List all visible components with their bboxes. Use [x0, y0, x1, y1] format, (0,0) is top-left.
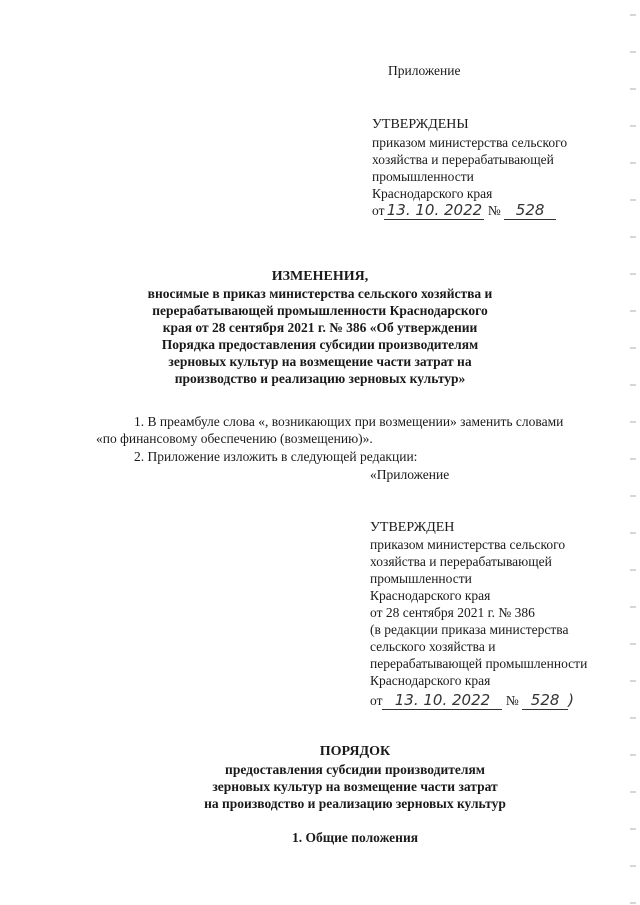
number-prefix: № [487, 203, 501, 218]
date-prefix: от [372, 203, 385, 218]
approval-line: приказом министерства сельского [372, 135, 568, 150]
approved-label: УТВЕРЖДЕН [370, 520, 455, 535]
changes-subtitle-line: края от 28 сентября 2021 г. № 386 «Об утверждении [162, 320, 478, 335]
approval-line: сельского хозяйства и [370, 639, 496, 654]
approval-line: от 28 сентября 2021 г. № 386 [370, 605, 535, 620]
changes-subtitle-line: зерновых культур на возмещение части затрат на [168, 354, 472, 369]
item-paragraph-continuation: «по финансовому обеспечению (возмещению)». [96, 431, 373, 446]
date-prefix: от [370, 693, 383, 708]
order-subtitle-line: зерновых культур на возмещение части затрат [212, 779, 498, 794]
order-subtitle-line: предоставления субсидии производителям [225, 762, 485, 777]
handwritten-number: 528 [522, 692, 568, 710]
appendix-heading: «Приложение [370, 467, 450, 482]
approval-line: приказом министерства сельского [370, 537, 566, 552]
approved-label: УТВЕРЖДЕНЫ [372, 117, 469, 132]
approval-date-line [372, 202, 556, 220]
appendix-heading: Приложение [388, 63, 461, 78]
approval-line: хозяйства и перерабатывающей [370, 554, 552, 569]
changes-subtitle-line: вносимые в приказ министерства сельского хозяйства и [147, 286, 493, 301]
closing-paren: ) [568, 691, 574, 709]
approval-line: промышленности [370, 571, 472, 586]
number-prefix: № [505, 693, 519, 708]
section-heading: 1. Общие положения [291, 830, 419, 845]
approval-line: перерабатывающей промышленности [370, 656, 588, 671]
approval-line: Краснодарского края [372, 186, 493, 201]
handwritten-date: 13. 10. 2022 [382, 692, 502, 710]
item-paragraph: 2. Приложение изложить в следующей редакции: [134, 449, 418, 464]
handwritten-date: 13. 10. 2022 [384, 202, 484, 220]
approval-line: Краснодарского края [370, 673, 491, 688]
approval-line: Краснодарского края [370, 588, 491, 603]
approval-date-line [370, 692, 574, 710]
approval-line: (в редакции приказа министерства [370, 622, 569, 637]
approval-line: промышленности [372, 169, 474, 184]
order-subtitle-line: на производство и реализацию зерновых культур [204, 796, 506, 811]
handwritten-number: 528 [504, 202, 556, 220]
changes-subtitle-line: перерабатывающей промышленности Краснодарского [152, 303, 488, 318]
order-title: ПОРЯДОК [319, 744, 391, 759]
item-paragraph: 1. В преамбуле слова «, возникающих при возмещении» заменить словами [134, 414, 564, 429]
changes-subtitle-line: производство и реализацию зерновых культур» [174, 371, 466, 386]
approval-line: хозяйства и перерабатывающей [372, 152, 554, 167]
changes-title: ИЗМЕНЕНИЯ, [271, 269, 369, 284]
changes-subtitle-line: Порядка предоставления субсидии производителям [161, 337, 479, 352]
